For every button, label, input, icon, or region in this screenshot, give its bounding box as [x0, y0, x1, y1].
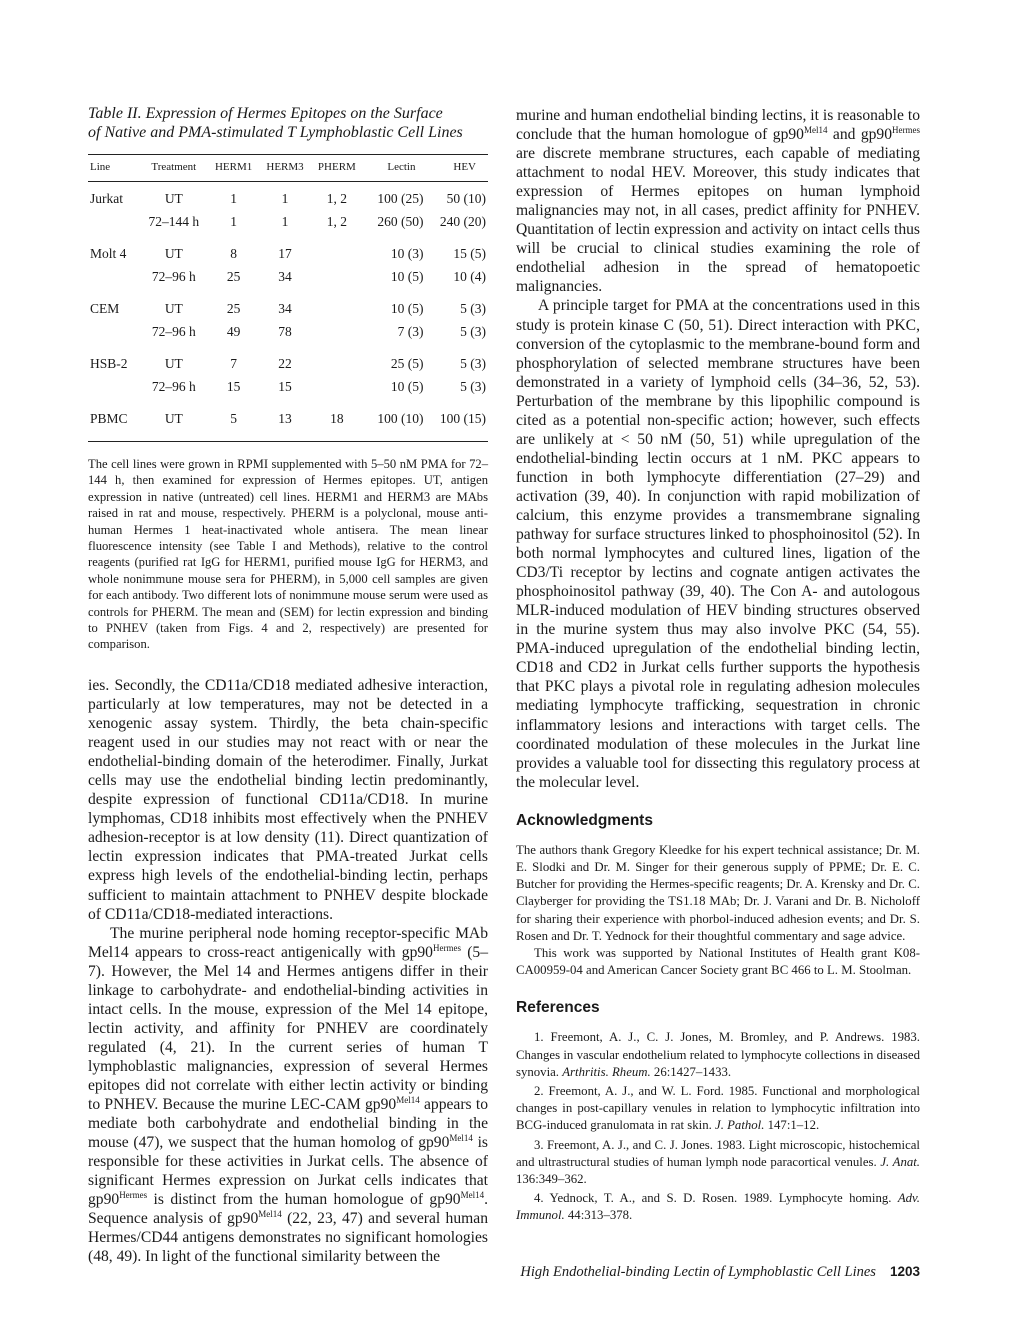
left-body-text [88, 676, 488, 1266]
left-paragraph-1: ies. Secondly, the CD11a/CD18 mediated adhesive interaction, particularly at low temperatures, may not be detected in a xenogenic assay system. Thirdly, the beta chain-specific reagent used in our studies may not react with or near the endothelial-binding domain of the heterodimer. Finally, Jurkat cells may use the endothelial binding lectin predominantly, despite expression of functional CD11a/CD18. In murine lymphomas, CD18 inhibits most effectively when the PNHEV adhesion-receptor is at low density (11). Direct quantization of lectin expression indicates that PMA-treated Jurkat cells express high levels of the endothelial-binding lectin, perhaps sufficient to maintain attachment to PNHEV despite blockade of CD11a/CD18-mediated interactions. [88, 677, 488, 923]
cell-pherm [311, 375, 363, 398]
cell-pherm [311, 233, 363, 265]
superscript: Hermes [892, 125, 921, 136]
table-title-line1: Table II. Expression of Hermes Epitopes on the Surface [88, 105, 443, 122]
text-span: appears to mediate both carbohydrate and endothelial binding in the mouse (47), we suspect that the human homolog of gp90 [88, 1096, 489, 1152]
cell-herm1: 25 [226, 269, 241, 284]
reference-journal: J. Anat. [880, 1154, 921, 1169]
table-bottom-rule [88, 441, 488, 442]
reference-item [516, 1083, 920, 1135]
cell-treatment: 72–144 h [148, 214, 200, 229]
header-hev: HEV [453, 161, 476, 173]
table-header-row [88, 155, 488, 181]
cell-pherm: 18 [330, 411, 344, 426]
cell-herm3: 34 [278, 269, 292, 284]
cell-treatment: UT [164, 246, 183, 261]
cell-pherm [311, 320, 363, 343]
hermes-expression-table [88, 155, 488, 441]
right-paragraph-1 [516, 106, 920, 296]
header-pherm: PHERM [317, 161, 356, 173]
cell-line: PBMC [90, 411, 128, 426]
cell-hev: 5 (3) [460, 356, 486, 371]
superscript: Mel14 [396, 1095, 420, 1106]
text-span: (22, 23, 47) and several human Hermes/CD44 antigens demonstrates no significant homologies (48, 49). In light of the functional similarity between the [88, 1210, 488, 1266]
text-span: is responsible for these activities in Jurkat cells. The absence of significant Hermes expression on Jurkat cells indicates that gp90 [88, 1134, 488, 1209]
text-span: is distinct from the human homologue of gp90 [147, 1191, 461, 1209]
cell-pherm [311, 265, 363, 288]
cell-line [88, 320, 140, 343]
header-herm3: HERM3 [266, 161, 304, 173]
cell-hev: 240 (20) [439, 214, 486, 229]
cell-line: CEM [90, 301, 120, 316]
cell-herm3: 15 [278, 379, 292, 394]
cell-lectin: 10 (3) [390, 246, 424, 261]
cell-hev: 5 (3) [460, 379, 486, 394]
cell-herm1: 49 [226, 324, 241, 339]
cell-line [88, 265, 140, 288]
cell-herm3: 1 [281, 214, 289, 229]
running-title: High Endothelial-binding Lectin of Lymphoblastic Cell Lines [520, 1264, 876, 1280]
cell-lectin: 100 (10) [377, 411, 424, 426]
cell-herm1: 5 [230, 411, 237, 426]
reference-citation: 147:1–12. [764, 1118, 820, 1133]
cell-treatment: 72–96 h [151, 324, 196, 339]
page-number: 1203 [889, 1264, 920, 1279]
reference-text: 1. Freemont, A. J., C. J. Jones, M. Bromley, and P. Andrews. 1983. Changes in vascular endothelium related to lymphocyte collections in diseased synovia. [516, 1030, 920, 1079]
cell-herm3: 34 [278, 301, 292, 316]
cell-line [88, 375, 140, 398]
cell-pherm: 1, 2 [326, 191, 347, 206]
table-row [88, 288, 488, 320]
superscript: Hermes [432, 942, 461, 953]
table-title [88, 104, 488, 142]
reference-item [516, 1137, 920, 1189]
cell-hev: 5 (3) [460, 324, 486, 339]
cell-herm1: 7 [230, 356, 237, 371]
cell-hev: 10 (4) [453, 269, 486, 284]
cell-herm1: 15 [226, 379, 241, 394]
cell-herm3: 17 [278, 246, 292, 261]
text-span: . Sequence analysis of gp90 [88, 1191, 488, 1228]
table-row [88, 182, 488, 210]
cell-lectin: 7 (3) [397, 324, 424, 339]
cell-herm1: 1 [230, 214, 237, 229]
table-row [88, 210, 488, 233]
cell-pherm [311, 343, 363, 375]
superscript: Hermes [119, 1190, 148, 1201]
table-row [88, 265, 488, 288]
reference-item [516, 1029, 920, 1081]
superscript: Mel14 [258, 1209, 282, 1220]
header-line: Line [90, 161, 111, 173]
superscript: Mel14 [449, 1133, 473, 1144]
cell-treatment: UT [164, 191, 183, 206]
cell-herm3: 78 [278, 324, 292, 339]
table-title-line2: of Native and PMA-stimulated T Lymphoblastic Cell Lines [88, 124, 463, 141]
table-footnote: The cell lines were grown in RPMI supplemented with 5–50 nM PMA for 72–144 h, then examined for expression of Hermes epitopes. UT, antigen expression in native (untreated) cell lines. HERM1 and HERM3 are MAbs raised in rat and mouse, respectively. PHERM is a polyclonal, mouse anti-human Hermes 1 heat-inactivated whole antisera. The mean linear fluorescence intensity (see Table I and Methods), relative to the control reagents (purified rat IgG for HERM1, purified mouse IgG for HERM3, and whole nonimmune mouse sera for PHERM), in 5,000 cell samples are given for each antibody. Two different lots of nonimmune mouse serum were used as controls for PHERM. The mean and (SEM) for lectin expression and binding to PNHEV (taken from Figs. 4 and 2, respectively) are presented for comparison. [88, 457, 488, 652]
cell-herm3: 1 [281, 191, 289, 206]
header-lectin: Lectin [387, 161, 416, 173]
text-span: (5–7). However, the Mel 14 and Hermes antigens differ in their linkage to carbohydrate- and endothelial-binding activities in intact cells. In the mouse, expression of the Mel 14 epitope, lectin activity, and affinity for PNHEV are coordinately regulated (4, 21). In the current series of human T lymphoblastic malignancies, expression of several Hermes epitopes did not correlate with either lectin activity or binding to PNHEV. Because the murine LEC-CAM gp90 [88, 943, 489, 1114]
acknowledgments-paragraph-1: The authors thank Gregory Kleedke for his expert technical assistance; Dr. M. E. Slodki and Dr. M. Singer for their generous supply of PPME; Dr. E. C. Butcher for providing the Hermes-specific reagents; Dr. A. Krensky and Dr. C. Clayberger for providing the TS1.18 MAb; Dr. J. Varani and Dr. B. Nicholoff for sharing their experience with phorbol-induced adhesion events; and Dr. S. Rosen and Dr. T. Yednock for their thoughtful commentary and sage advice. [516, 842, 920, 943]
cell-lectin: 10 (5) [390, 269, 424, 284]
cell-lectin: 100 (25) [377, 191, 424, 206]
table-row [88, 375, 488, 398]
text-span: are discrete membrane structures, each capable of mediating attachment to nodal HEV. Moreover, this study indicates that expression of Hermes epitopes on human lymphoid malignancies may not, in all cases, predict affinity for PNHEV. Quantitation of lectin expression and activity on intact cells thus will be crucial to clinical studies examining the role of endothelial adhesion in the spread of hematopoetic malignancies. [516, 145, 920, 296]
page-footer [500, 1264, 920, 1281]
table-row [88, 343, 488, 375]
cell-lectin: 260 (50) [377, 214, 424, 229]
cell-treatment: UT [164, 301, 183, 316]
cell-lectin: 10 (5) [390, 379, 424, 394]
cell-hev: 5 (3) [460, 301, 486, 316]
cell-lectin: 25 (5) [390, 356, 424, 371]
table-section [88, 104, 488, 653]
cell-treatment: UT [164, 411, 183, 426]
cell-lectin: 10 (5) [390, 301, 424, 316]
reference-text: 4. Yednock, T. A., and S. D. Rosen. 1989. Lymphocyte homing. [534, 1191, 898, 1206]
acknowledgments-heading: Acknowledgments [516, 811, 653, 829]
cell-herm1: 25 [226, 301, 241, 316]
reference-citation: 44:313–378. [564, 1208, 633, 1223]
table-row [88, 320, 488, 343]
cell-pherm: 1, 2 [326, 214, 347, 229]
cell-line [88, 210, 140, 233]
cell-line: HSB-2 [90, 356, 128, 371]
table-body [88, 182, 488, 441]
text-span: and gp90 [827, 126, 893, 144]
reference-citation: 136:349–362. [516, 1171, 587, 1186]
text-span: murine and human endothelial binding lectins, it is reasonable to conclude that the human homologue of gp90 [516, 107, 920, 144]
acknowledgments-paragraph-2: This work was supported by National Institutes of Health grant K08-CA00959-04 and American Cancer Society grant BC 466 to L. M. Stoolman. [516, 945, 920, 978]
table-row [88, 398, 488, 441]
cell-herm1: 1 [230, 191, 237, 206]
cell-herm3: 22 [278, 356, 292, 371]
reference-text: 3. Freemont, A. J., and C. J. Jones. 1983. Light microscopic, histochemical and ultrastructural studies of human lymph node paracortical venules. [516, 1137, 920, 1169]
cell-herm3: 13 [278, 411, 292, 426]
superscript: Mel14 [460, 1190, 485, 1201]
cell-hev: 15 (5) [453, 246, 486, 261]
text-span: The murine peripheral node homing receptor-specific MAb Mel14 appears to cross-react antigenically with gp90 [88, 924, 488, 961]
reference-item [516, 1190, 920, 1224]
header-treatment: Treatment [151, 161, 197, 173]
table-row [88, 233, 488, 265]
cell-line: Molt 4 [90, 246, 127, 261]
superscript: Mel14 [803, 125, 828, 136]
reference-journal: J. Pathol. [715, 1118, 765, 1133]
cell-hev: 50 (10) [446, 191, 486, 206]
references-heading: References [516, 999, 600, 1017]
cell-herm1: 8 [230, 246, 237, 261]
cell-line: Jurkat [90, 191, 123, 206]
reference-text: 2. Freemont, A. J., and W. L. Ford. 1985. Functional and morphological changes in post-capillary venules in relation to lymphocytic infiltration into BCG-induced granulomata in rat skin. [516, 1083, 920, 1133]
cell-pherm [311, 288, 363, 320]
right-paragraph-2: A principle target for PMA at the concentrations used in this study is protein kinase C (50, 51). Direct interaction with PKC, conversion of the cytoplasmic to the membrane-bound form and phosphorylation of selected membrane structures have been demonstrated in a variety of lymphoid cells (34–36, 52, 53). Perturbation of the membrane by this lipophilic compound is cited as a potential non-specific action; however, such effects are unlikely at < 50 nM (50, 51) while upregulation of the endothelial-binding lectin occurs at 1 nM. PKC appears to function in both lymphocyte differentiation (27–29) and activation (39, 40). In conjunction with rapid mobilization of calcium, this enzyme provides a transmembrane signaling pathway for surface structures linked to phosphoinositol (52). In both normal lymphocytes and cultured lines, ligation of the CD3/Ti receptor by lectins and cognate antigen activates the phosphoinositol pathway (39, 40). The Con A- and autologous MLR-induced modulation of HEV binding structures observed in the murine system thus may also involve PKC (54, 55). PMA-induced upregulation of the endothelial binding lectin, CD18 and CD2 in Jurkat cells further supports the hypothesis that PKC plays a pivotal role in regulating adhesion molecules mediating lymphocyte trafficking, sequestration in chronic inflammatory lesions and interactions with target cells. The coordinated modulation of these molecules in the Jurkat line provides a valuable tool for dissecting this regulatory process at the molecular level. [516, 297, 920, 791]
cell-treatment: 72–96 h [151, 379, 196, 394]
cell-hev: 100 (15) [439, 411, 486, 426]
reference-citation: 26:1427–1433. [650, 1064, 732, 1079]
header-herm1: HERM1 [214, 161, 253, 173]
cell-treatment: UT [164, 356, 183, 371]
right-column [516, 106, 920, 1227]
references-list [516, 1029, 920, 1224]
left-paragraph-2 [88, 924, 488, 1267]
cell-treatment: 72–96 h [151, 269, 196, 284]
reference-journal: Adv. Immunol. [516, 1191, 920, 1223]
reference-journal: Arthritis. Rheum. [562, 1064, 651, 1079]
